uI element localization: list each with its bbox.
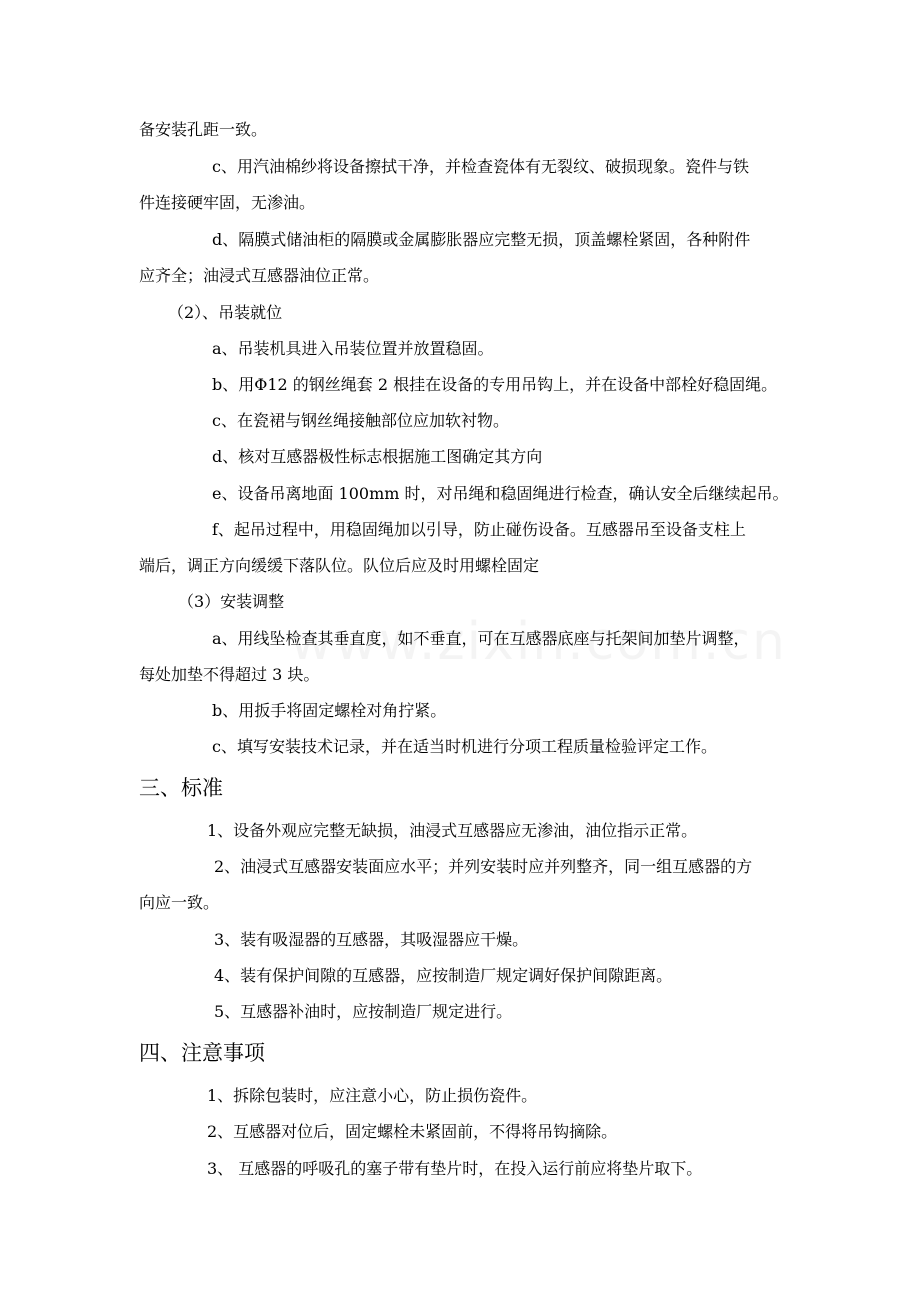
adjust-item-a-line1: a、用线坠检查其垂直度，如不垂直，可在互感器底座与托架间加垫片调整， [212, 629, 750, 648]
standards-item-4: 4、装有保护间隙的互感器，应按制造厂规定调好保护间隙距离。 [214, 966, 673, 985]
item-d-line1: d、隔膜式储油柜的隔膜或金属膨胀器应完整无损，顶盖螺栓紧固，各种附件 [212, 230, 751, 249]
item-d-line2: 应齐全；油浸式互感器油位正常。 [139, 266, 380, 285]
standards-item-1: 1、设备外观应完整无缺损，油浸式互感器应无渗油，油位指示正常。 [207, 821, 698, 840]
lifting-item-b: b、用Φ12 的钢丝绳套 2 根挂在设备的专用吊钩上，并在设备中部栓好稳固绳。 [212, 375, 778, 394]
lifting-item-a: a、吊装机具进入吊装位置并放置稳固。 [212, 339, 494, 358]
lifting-item-f-line2: 端后，调正方向缓缓下落队位。队位后应及时用螺栓固定 [139, 556, 540, 575]
standards-item-2-line1: 2、油浸式互感器安装面应水平；并列安装时应并列整齐，同一组互感器的方 [214, 857, 753, 876]
subsection-adjust-title: （3）安装调整 [178, 592, 285, 611]
adjust-item-a-line2: 每处加垫不得超过 3 块。 [139, 665, 320, 684]
standards-item-2-line2: 向应一致。 [139, 893, 220, 912]
subsection-lifting-title: （2）、吊装就位 [168, 303, 283, 322]
lifting-item-f-line1: f、起吊过程中，用稳固绳加以引导，防止碰伤设备。互感器吊至设备支柱上 [212, 520, 746, 539]
lifting-item-d: d、核对互感器极性标志根据施工图确定其方向 [212, 447, 543, 466]
lifting-item-c: c、在瓷裙与钢丝绳接触部位应加软衬物。 [212, 411, 509, 430]
lifting-item-e: e、设备吊离地面 100mm 时，对吊绳和稳固绳进行检查，确认安全后继续起吊。 [212, 484, 789, 503]
adjust-item-b: b、用扳手将固定螺栓对角拧紧。 [212, 701, 447, 720]
adjust-item-c: c、填写安装技术记录，并在适当时机进行分项工程质量检验评定工作。 [212, 737, 717, 756]
section-title-standards: 三、标准 [139, 776, 223, 800]
standards-item-5: 5、互感器补油时，应按制造厂规定进行。 [214, 1002, 513, 1021]
section-title-precautions: 四、注意事项 [139, 1041, 265, 1065]
precautions-item-2: 2、互感器对位后，固定螺栓未紧固前，不得将吊钩摘除。 [207, 1122, 618, 1141]
standards-item-3: 3、装有吸湿器的互感器，其吸湿器应干燥。 [214, 930, 529, 949]
item-c-line2: 件连接硬牢固，无渗油。 [139, 193, 316, 212]
precautions-item-1: 1、拆除包装时，应注意小心，防止损伤瓷件。 [207, 1086, 538, 1105]
precautions-item-3: 3、 互感器的呼吸孔的塞子带有垫片时，在投入运行前应将垫片取下。 [207, 1159, 703, 1178]
paragraph-continuation: 备安装孔距一致。 [139, 120, 268, 139]
item-c-line1: c、用汽油棉纱将设备擦拭干净，并检查瓷体有无裂纹、破损现象。瓷件与铁 [212, 157, 749, 176]
